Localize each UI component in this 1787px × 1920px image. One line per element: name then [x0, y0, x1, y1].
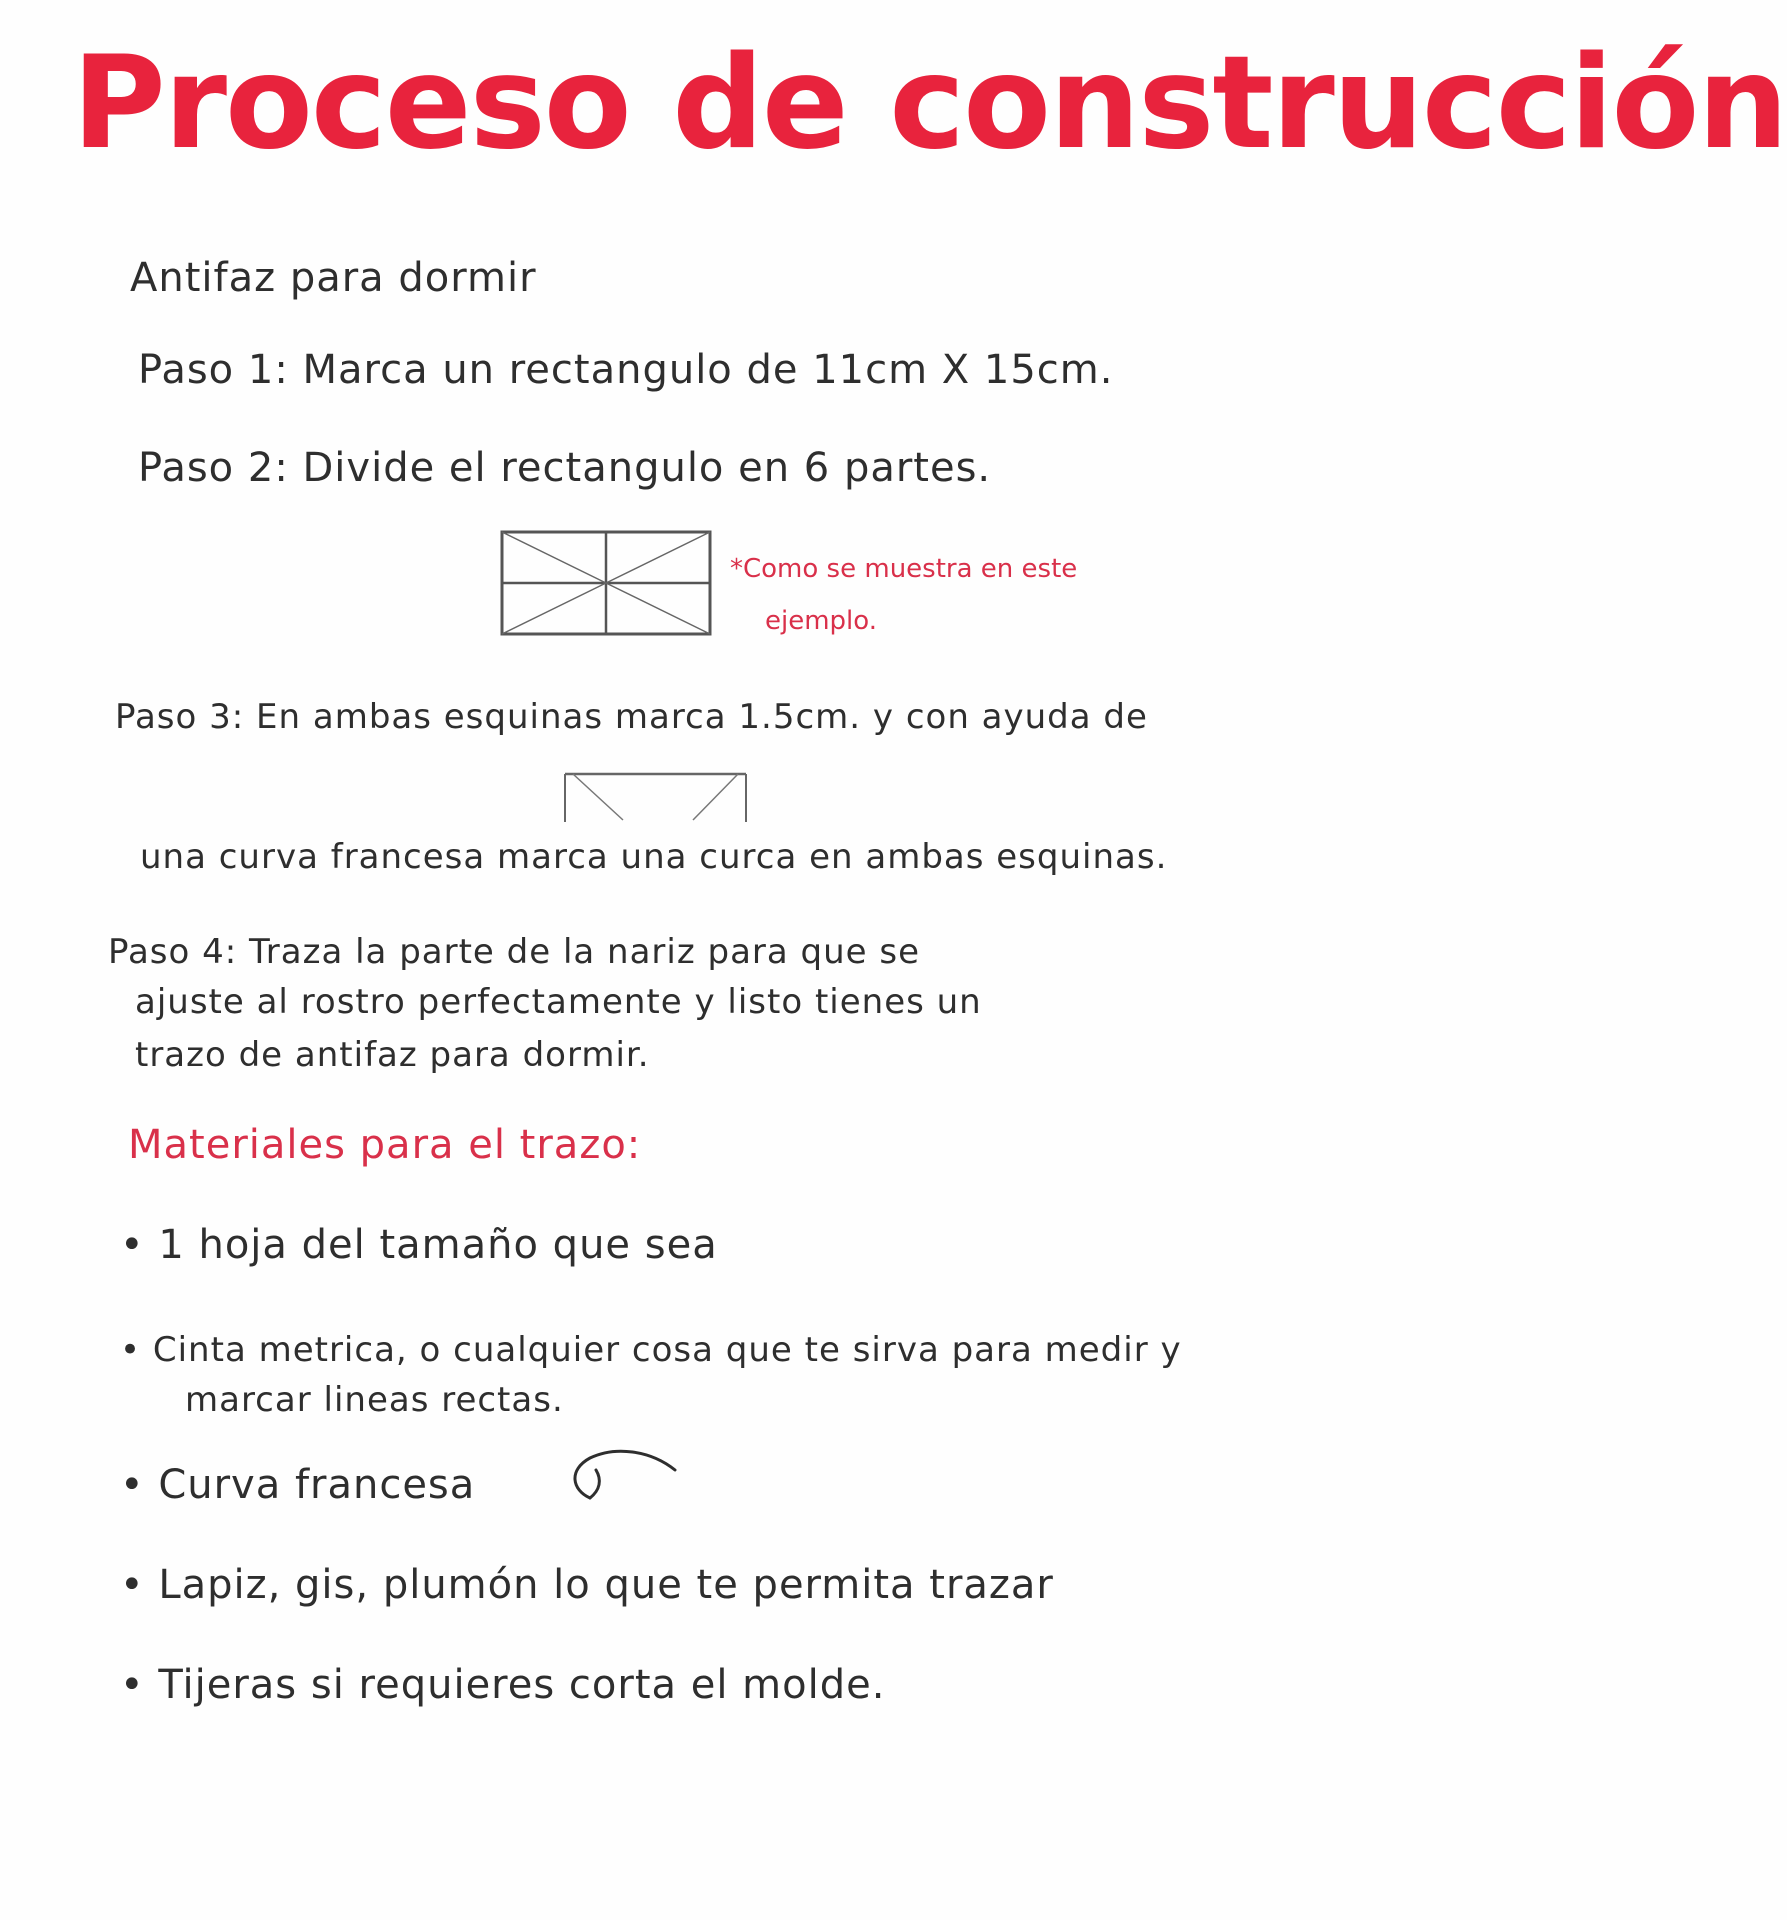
- step-3-line2: una curva francesa marca una curca en ambas esquinas.: [140, 837, 1168, 877]
- divided-rectangle-sketch: [500, 530, 712, 636]
- subtitle: Antifaz para dormir: [130, 255, 537, 301]
- step-4-line3: trazo de antifaz para dormir.: [135, 1035, 650, 1075]
- french-curve-icon: [560, 1440, 680, 1510]
- bullet-icon: •: [120, 1662, 159, 1708]
- materials-item-1: • 1 hoja del tamaño que sea: [120, 1222, 718, 1268]
- materials-item-5: • Tijeras si requieres corta el molde.: [120, 1662, 886, 1708]
- step-2-note-line2: ejemplo.: [765, 606, 877, 636]
- materials-heading: Materiales para el trazo:: [128, 1122, 642, 1168]
- bullet-icon: •: [120, 1222, 159, 1268]
- materials-item-2: • Cinta metrica, o cualquier cosa que te sirva para medir y: [120, 1330, 1182, 1370]
- bullet-icon: •: [120, 1562, 159, 1608]
- materials-item-3: • Curva francesa: [120, 1462, 476, 1508]
- step-2-note-line1: *Como se muestra en este: [730, 554, 1078, 584]
- step-3-line1: Paso 3: En ambas esquinas marca 1.5cm. y con ayuda de: [115, 697, 1148, 737]
- materials-item-2-cont: marcar lineas rectas.: [185, 1380, 564, 1420]
- bullet-icon: •: [120, 1330, 153, 1370]
- step-4-line1: Paso 4: Traza la parte de la nariz para que se: [108, 932, 921, 972]
- materials-item-4: • Lapiz, gis, plumón lo que te permita trazar: [120, 1562, 1054, 1608]
- corner-curve-sketch: [563, 770, 748, 826]
- step-4-line2: ajuste al rostro perfectamente y listo tienes un: [135, 982, 982, 1022]
- page-title: Proceso de construcción: [72, 29, 1787, 178]
- step-2: Paso 2: Divide el rectangulo en 6 partes.: [138, 445, 992, 491]
- step-1: Paso 1: Marca un rectangulo de 11cm X 15cm.: [138, 347, 1114, 393]
- bullet-icon: •: [120, 1462, 159, 1508]
